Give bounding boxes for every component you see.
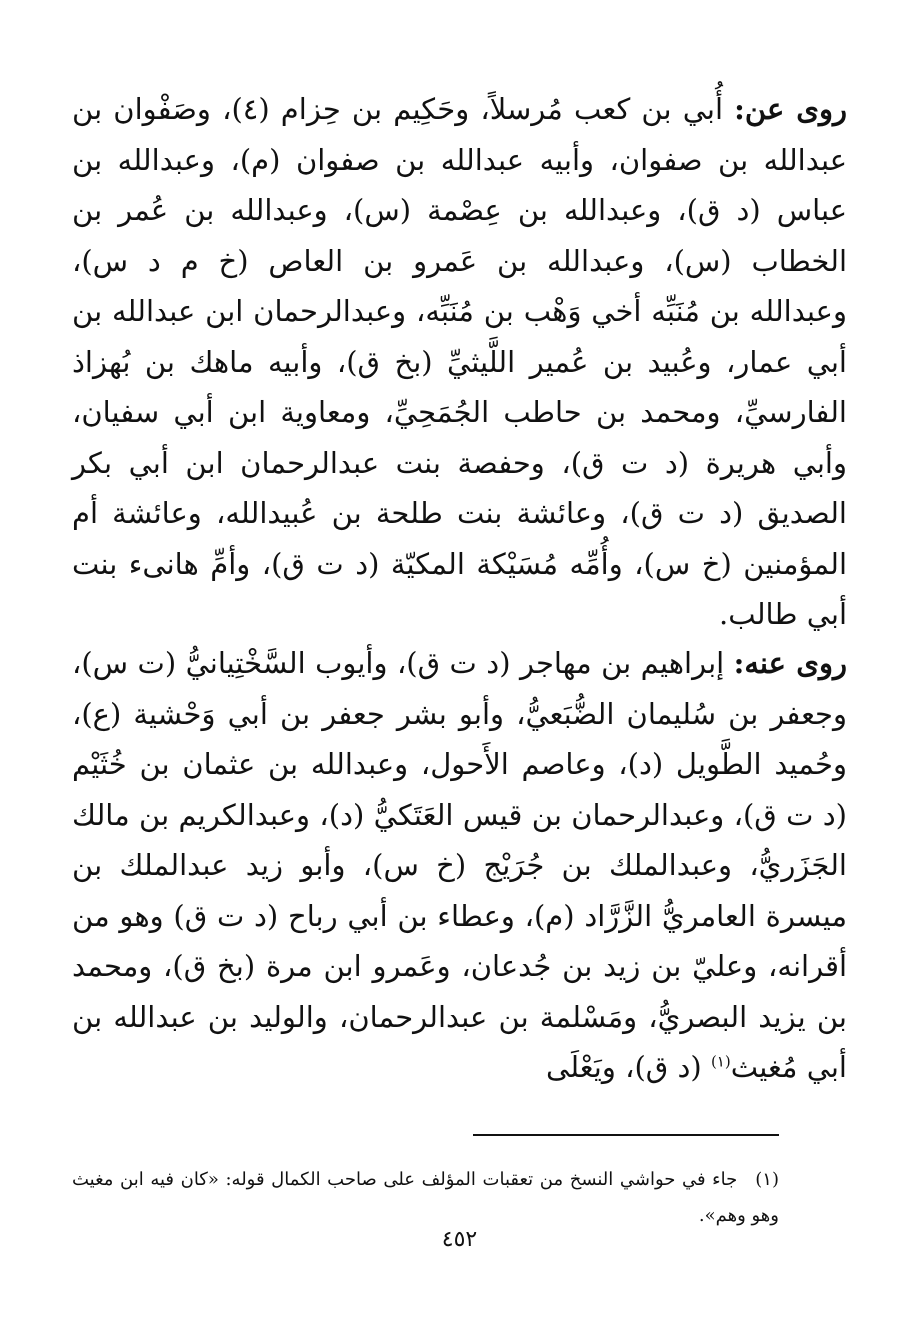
footnote-number: (١): [755, 1169, 779, 1190]
paragraph-text: إبراهيم بن مهاجر (د ت ق)، وأيوب السَّخْتِيانيُّ (ت س)، وجعفر بن سُليمان الضُّبَعيُّ، وأبو بشر جعفر بن أبي وَحْشية (ع)، وحُميد الطَّويل (د)، وعاصم الأَحول، وعبدالله بن عثمان بن خُثَيْم (د ت ق)، وعبدالرحمان بن قيس العَتَكيُّ (د)، وعبدالكريم بن مالك الجَزَريُّ، وعبدالملك بن جُرَيْج (خ س)، وأبو زيد عبدالملك بن ميسرة العامريُّ الزَّرَّاد (م)، وعطاء بن أبي رباح (د ت ق) وهو من أقرانه، وعليّ بن زيد بن جُدعان، وعَمرو ابن مرة (بخ ق)، ومحمد بن يزيد البصريُّ، ومَسْلمة بن عبدالرحمان، والوليد بن عبدالله بن أبي مُغيث: [72, 646, 847, 1084]
footnote-separator: [473, 1134, 779, 1136]
footnote-reference: (١): [710, 1052, 731, 1071]
footnote: [72, 1162, 779, 1234]
section-heading-narrated-from: روى عن:: [734, 92, 847, 126]
page-number: ٤٥٢: [441, 1227, 478, 1252]
paragraph-narrated-by: [72, 638, 847, 1093]
section-heading-narrated-by: روى عنه:: [733, 646, 847, 680]
paragraph-text-end: (د ق)، ويَعْلَى: [546, 1050, 711, 1084]
footnote-text: جاء في حواشي النسخ من تعقبات المؤلف على صاحب الكمال قوله: «كان فيه ابن مغيث وهو وهم».: [72, 1169, 779, 1226]
paragraph-text: أُبي بن كعب مُرسلاً، وحَكِيم بن حِزام (٤)، وصَفْوان بن عبدالله بن صفوان، وأبيه عبدالله بن صفوان (م)، وعبدالله بن عباس (د ق)، وعبدالله بن عِصْمة (س)، وعبدالله بن عُمر بن الخطاب (س)، وعبدالله بن عَمرو بن العاص (خ م د س)، وعبدالله بن مُنَبِّه أخي وَهْب بن مُنَبِّه، وعبدالرحمان ابن عبدالله بن أبي عمار، وعُبيد بن عُمير اللَّيثيِّ (بخ ق)، وأبيه ماهك بن بُهزاذ الفارسيِّ، ومحمد بن حاطب الجُمَحِيِّ، ومعاوية ابن أبي سفيان، وأبي هريرة (د ت ق)، وحفصة بنت عبدالرحمان ابن أبي بكر الصديق (د ت ق)، وعائشة بنت طلحة بن عُبيدالله، وعائشة أم المؤمنين (خ س)، وأُمِّه مُسَيْكة المكيّة (د ت ق)، وأمِّ هانىء بنت أبي طالب.: [72, 92, 847, 631]
paragraph-narrated-from: [72, 84, 847, 640]
